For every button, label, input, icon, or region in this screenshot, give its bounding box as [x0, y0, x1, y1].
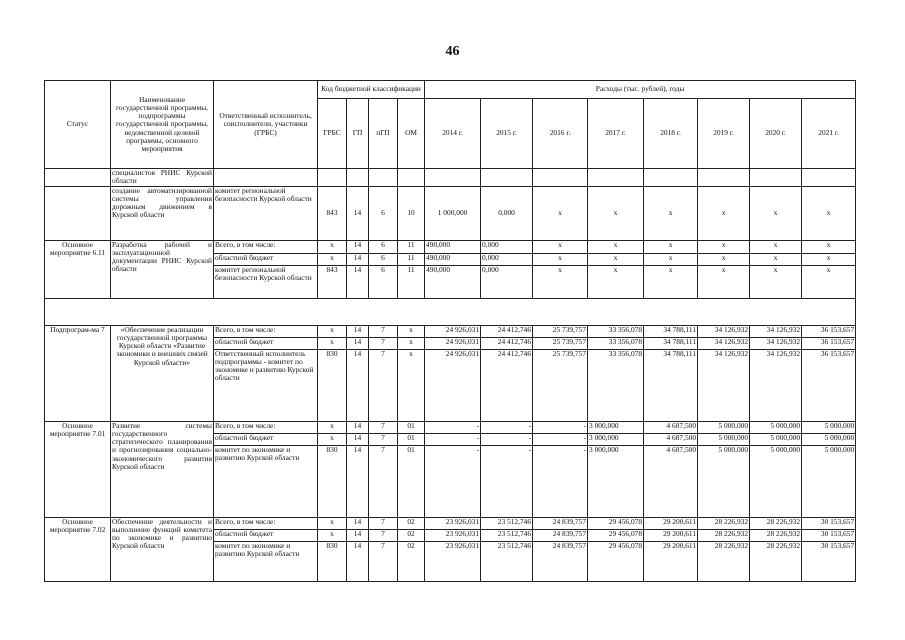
- table-row: [45, 421, 856, 433]
- table-row: [45, 169, 856, 187]
- cell-value: 5 000,000: [698, 445, 750, 517]
- cell-om: 11: [398, 253, 425, 265]
- cell-grbs: x: [318, 421, 347, 433]
- table-row: [45, 325, 856, 337]
- row-status: Подпрограм-ма 7: [45, 325, 111, 421]
- cell-gp: 14: [347, 325, 369, 337]
- row-responsible: областной бюджет: [214, 253, 318, 265]
- cell-pgp: 6: [369, 240, 398, 253]
- row-responsible: комитет региональной безопасности Курской области: [214, 265, 318, 298]
- cell-value: x: [802, 265, 856, 298]
- cell-value: 28 226,932: [698, 541, 750, 581]
- cell-value: x: [644, 186, 698, 240]
- cell-value: x: [588, 186, 644, 240]
- cell-value: 0,000: [481, 240, 533, 253]
- cell-value: 36 153,657: [802, 325, 856, 337]
- cell-value: 34 788,111: [644, 325, 698, 337]
- cell-grbs: x: [318, 517, 347, 529]
- cell-value: 0,000: [481, 265, 533, 298]
- cell-value: 29 456,078: [588, 517, 644, 529]
- row-name: Обеспечение деятельности и выполнение функций комитета по экономике и развитию Курской области: [111, 517, 214, 581]
- cell-value: 24 926,031: [425, 337, 481, 349]
- cell-pgp: 7: [369, 529, 398, 541]
- cell-grbs: 843: [318, 265, 347, 298]
- header-responsible: Ответственный исполнитель, соисполнители, участники (ГРБС): [214, 81, 318, 169]
- cell-value: 33 356,078: [588, 325, 644, 337]
- cell-value: 34 126,932: [698, 349, 750, 421]
- budget-table: [44, 80, 856, 582]
- cell-value: 28 226,932: [750, 529, 802, 541]
- cell-value: x: [588, 253, 644, 265]
- cell-gp: 14: [347, 541, 369, 581]
- cell-value: x: [533, 265, 588, 298]
- cell-gp: 14: [347, 421, 369, 433]
- cell-pgp: 6: [369, 253, 398, 265]
- cell-gp: 14: [347, 445, 369, 517]
- header-year: 2021 г.: [802, 99, 856, 169]
- cell-value: 29 456,078: [588, 529, 644, 541]
- header-year: 2017 г.: [588, 99, 644, 169]
- cell-value: x: [533, 186, 588, 240]
- cell-value: 36 153,657: [802, 349, 856, 421]
- cell-value: -: [533, 433, 588, 445]
- cell-value: 24 839,757: [533, 529, 588, 541]
- cell-value: 30 153,657: [802, 529, 856, 541]
- cell-value: 23 512,746: [481, 541, 533, 581]
- header-name: Наименование государственной программы, подпрограммы государственной программы, ведомственной целевой программы, основного мероприятия: [111, 81, 214, 169]
- cell-value: 29 200,611: [644, 517, 698, 529]
- header-grbs: ГРБС: [318, 99, 347, 169]
- cell-value: 23 512,746: [481, 517, 533, 529]
- cell-value: x: [644, 265, 698, 298]
- cell-value: 29 456,078: [588, 541, 644, 581]
- cell-value: -: [481, 445, 533, 517]
- cell-value: x: [750, 265, 802, 298]
- row-responsible: областной бюджет: [214, 529, 318, 541]
- row-name: «Обеспечение реализации государственной программы Курской области «Развитие экономики и внешних связей Курской области»: [111, 325, 214, 421]
- cell-grbs: x: [318, 433, 347, 445]
- cell-value: 24 839,757: [533, 517, 588, 529]
- cell-grbs: 830: [318, 349, 347, 421]
- cell-grbs: 830: [318, 445, 347, 517]
- row-status: Основное мероприятие 7.01: [45, 421, 111, 517]
- row-status: Основное мероприятие 7.02: [45, 517, 111, 581]
- cell-value: x: [802, 186, 856, 240]
- cell-value: x: [644, 253, 698, 265]
- cell-value: 34 126,932: [698, 337, 750, 349]
- cell-value: 4 687,500: [644, 433, 698, 445]
- header-pgp: пГП: [369, 99, 398, 169]
- cell-value: 5 000,000: [750, 421, 802, 433]
- cell-om: 02: [398, 541, 425, 581]
- cell-value: -: [481, 421, 533, 433]
- cell-value: x: [698, 240, 750, 253]
- cell-pgp: 7: [369, 337, 398, 349]
- cell-value: 34 126,932: [750, 337, 802, 349]
- cell-value: 30 153,657: [802, 541, 856, 581]
- cell-value: 5 000,000: [802, 421, 856, 433]
- cell-value: 490,000: [425, 253, 481, 265]
- cell-pgp: 7: [369, 445, 398, 517]
- cell-value: 33 356,078: [588, 337, 644, 349]
- row-responsible: комитет региональной безопасности Курской области: [214, 186, 318, 240]
- cell-value: x: [588, 265, 644, 298]
- cell-value: 25 739,757: [533, 349, 588, 421]
- row-status: Основное мероприятие 6.11: [45, 240, 111, 298]
- cell-value: 3 000,000: [588, 421, 644, 433]
- cell-value: x: [802, 253, 856, 265]
- header-year: 2015 г.: [481, 99, 533, 169]
- table-row: [45, 240, 856, 253]
- cell-gp: 14: [347, 517, 369, 529]
- cell-value: -: [425, 433, 481, 445]
- cell-value: 3 000,000: [588, 445, 644, 517]
- cell-om: 10: [398, 186, 425, 240]
- cell-om: 11: [398, 240, 425, 253]
- cell-value: 1 000,000: [425, 186, 481, 240]
- cell-value: 5 000,000: [802, 433, 856, 445]
- row-responsible: Всего, в том числе:: [214, 240, 318, 253]
- row-name: Разработка рабочей и эксплуатационной документации РНИС Курской области: [111, 240, 214, 298]
- row-responsible: Всего, в том числе:: [214, 421, 318, 433]
- cell-value: -: [425, 421, 481, 433]
- cell-gp: 14: [347, 253, 369, 265]
- cell-value: 490,000: [425, 265, 481, 298]
- header-status: Статус: [45, 81, 111, 169]
- cell-pgp: 7: [369, 325, 398, 337]
- page-number: 46: [445, 44, 460, 59]
- cell-pgp: 6: [369, 265, 398, 298]
- cell-value: x: [698, 265, 750, 298]
- row-responsible: Всего, в том числе:: [214, 325, 318, 337]
- cell-gp: 14: [347, 337, 369, 349]
- cell-value: 28 226,932: [750, 541, 802, 581]
- row-responsible: комитет по экономике и развитию Курской области: [214, 445, 318, 517]
- cell-value: 28 226,932: [698, 529, 750, 541]
- cell-value: x: [750, 186, 802, 240]
- header-budget-code: Код бюджетной классификации: [318, 81, 425, 99]
- header-year: 2016 г.: [533, 99, 588, 169]
- cell-value: 24 412,746: [481, 337, 533, 349]
- cell-grbs: 843: [318, 186, 347, 240]
- cell-value: x: [533, 240, 588, 253]
- cell-gp: 14: [347, 240, 369, 253]
- cell-value: x: [588, 240, 644, 253]
- cell-value: 24 839,757: [533, 541, 588, 581]
- header-year: 2019 г.: [698, 99, 750, 169]
- cell-value: 5 000,000: [802, 445, 856, 517]
- cell-value: -: [533, 445, 588, 517]
- cell-value: 23 926,031: [425, 517, 481, 529]
- cell-value: x: [750, 253, 802, 265]
- cell-value: 4 687,500: [644, 445, 698, 517]
- cell-value: x: [750, 240, 802, 253]
- cell-pgp: 7: [369, 541, 398, 581]
- cell-om: 01: [398, 445, 425, 517]
- cell-value: 23 512,746: [481, 529, 533, 541]
- cell-value: 23 926,031: [425, 529, 481, 541]
- cell-value: 24 412,746: [481, 325, 533, 337]
- cell-grbs: x: [318, 337, 347, 349]
- cell-gp: 14: [347, 349, 369, 421]
- cell-value: 29 200,611: [644, 541, 698, 581]
- cell-value: x: [698, 186, 750, 240]
- cell-value: 5 000,000: [750, 433, 802, 445]
- cell-pgp: 7: [369, 433, 398, 445]
- cell-value: 5 000,000: [698, 421, 750, 433]
- cell-value: x: [698, 253, 750, 265]
- cell-value: 3 000,000: [588, 433, 644, 445]
- cell-value: 25 739,757: [533, 337, 588, 349]
- cell-value: 5 000,000: [750, 445, 802, 517]
- header-year: 2014 г.: [425, 99, 481, 169]
- cell-value: 23 926,031: [425, 541, 481, 581]
- cell-value: 24 926,031: [425, 325, 481, 337]
- header-gp: ГП: [347, 99, 369, 169]
- cell-value: 24 926,031: [425, 349, 481, 421]
- cell-om: x: [398, 325, 425, 337]
- cell-gp: 14: [347, 265, 369, 298]
- cell-grbs: x: [318, 240, 347, 253]
- cell-om: 11: [398, 265, 425, 298]
- cell-value: 24 412,746: [481, 349, 533, 421]
- cell-value: 34 126,932: [698, 325, 750, 337]
- cell-value: 0,000: [481, 186, 533, 240]
- cell-gp: 14: [347, 433, 369, 445]
- cell-om: x: [398, 337, 425, 349]
- cell-value: 36 153,657: [802, 337, 856, 349]
- cell-pgp: 7: [369, 349, 398, 421]
- cell-pgp: 7: [369, 517, 398, 529]
- cell-om: x: [398, 349, 425, 421]
- cell-value: 490,000: [425, 240, 481, 253]
- header-expenses: Расходы (тыс. рублей), годы: [425, 81, 856, 99]
- cell-value: 4 687,500: [644, 421, 698, 433]
- cell-pgp: 6: [369, 186, 398, 240]
- cell-value: 33 356,078: [588, 349, 644, 421]
- header-year: 2018 г.: [644, 99, 698, 169]
- cell-grbs: x: [318, 529, 347, 541]
- cell-om: 01: [398, 421, 425, 433]
- cell-grbs: 830: [318, 541, 347, 581]
- cell-gp: 14: [347, 529, 369, 541]
- cell-value: x: [802, 240, 856, 253]
- cell-pgp: 7: [369, 421, 398, 433]
- cell-om: 01: [398, 433, 425, 445]
- cell-value: 34 126,932: [750, 349, 802, 421]
- cell-value: -: [533, 421, 588, 433]
- row-name: Развитие системы государственного стратегического планирования и прогнозирования социально-экономического развития Курской области: [111, 421, 214, 517]
- cell-grbs: x: [318, 325, 347, 337]
- cell-value: -: [481, 433, 533, 445]
- table-row-empty: [45, 298, 856, 325]
- cell-value: 28 226,932: [698, 517, 750, 529]
- cell-value: 34 788,111: [644, 349, 698, 421]
- row-responsible: Всего, в том числе:: [214, 517, 318, 529]
- row-responsible: областной бюджет: [214, 337, 318, 349]
- cell-value: -: [425, 445, 481, 517]
- row-name: создание автоматизированной системы управления дорожным движением в Курской области: [111, 186, 214, 240]
- cell-value: x: [644, 240, 698, 253]
- cell-grbs: x: [318, 253, 347, 265]
- cell-value: 30 153,657: [802, 517, 856, 529]
- cell-value: 25 739,757: [533, 325, 588, 337]
- header-year: 2020 г.: [750, 99, 802, 169]
- cell-om: 02: [398, 529, 425, 541]
- row-name: специалистов РНИС Курской области: [112, 168, 212, 186]
- cell-om: 02: [398, 517, 425, 529]
- cell-value: 28 226,932: [750, 517, 802, 529]
- header-om: ОМ: [398, 99, 425, 169]
- cell-value: 29 200,611: [644, 529, 698, 541]
- row-responsible: комитет по экономике и развитию Курской области: [214, 541, 318, 581]
- table-row: [45, 186, 856, 240]
- row-responsible: областной бюджет: [214, 433, 318, 445]
- cell-value: 34 788,111: [644, 337, 698, 349]
- cell-value: 34 126,932: [750, 325, 802, 337]
- table-row: [45, 517, 856, 529]
- row-responsible: Ответственный исполнитель подпрограммы - комитет по экономике и развитию Курской области: [214, 349, 318, 421]
- cell-value: x: [533, 253, 588, 265]
- cell-value: 5 000,000: [698, 433, 750, 445]
- cell-gp: 14: [347, 186, 369, 240]
- cell-value: 0,000: [481, 253, 533, 265]
